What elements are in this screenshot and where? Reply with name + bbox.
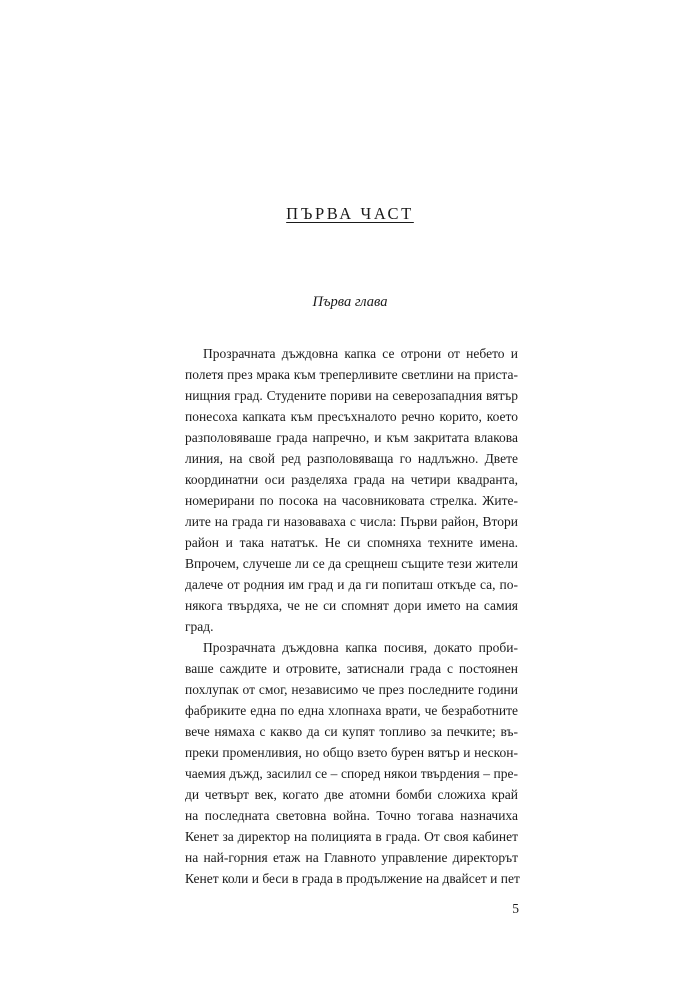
text-line: понесоха капката към пресъхналото речно корито, което <box>185 409 518 424</box>
text-line: похлупак от смог, независимо че през последните години <box>185 682 518 697</box>
text-line: линия, на свой ред разполовяваща го надлъжно. Двете <box>185 451 518 466</box>
text-line: някога твърдяха, че не си спомнят дори името на самия <box>185 598 518 613</box>
text-line: Прозрачната дъждовна капка посивя, докато проби- <box>203 640 518 655</box>
text-line: Прозрачната дъждовна капка се отрони от небето и <box>203 346 518 361</box>
page-number: 5 <box>512 901 519 916</box>
text-line: Кенет за директор на полицията в града. От своя кабинет <box>185 829 518 844</box>
part-title: ПЪРВА ЧАСТ <box>286 204 414 223</box>
text-line: разполовяваше града напречно, и към закритата влакова <box>185 430 518 445</box>
text-line: координатни оси разделяха града на четири квадранта, <box>185 472 518 487</box>
text-line: на последната световна война. Точно тогава назначиха <box>185 808 518 823</box>
text-line: Кенет коли и беси в града в продължение на двайсет и пет <box>185 871 520 886</box>
text-line: вече нямаха с какво да си купят топливо за печките; въ- <box>185 724 518 739</box>
text-line: полетя през мрака към треперливите светлини на приста- <box>185 367 518 382</box>
text-line: фабриките една по една хлопнаха врати, че безработните <box>185 703 518 718</box>
chapter-title: Първа глава <box>312 294 388 310</box>
text-line: район и така нататък. Не си спомняха техните имена. <box>185 535 518 550</box>
text-line: преки променливия, но общо взето бурен вятър и нескон- <box>185 745 518 760</box>
text-line: на най-горния етаж на Главното управление директорът <box>185 850 518 865</box>
text-line: ди четвърт век, когато две атомни бомби сложиха край <box>185 787 518 802</box>
text-line: лите на града ги назоваваха с числа: Първи район, Втори <box>185 514 518 529</box>
text-line: ваше саждите и отровите, затиснали града с постоянен <box>185 661 518 676</box>
text-line: град. <box>185 619 214 634</box>
text-line: нищния град. Студените пориви на северозападния вятър <box>185 388 518 403</box>
text-line: далече от родния им град и да ги попиташ откъде са, по- <box>185 577 518 592</box>
text-line: номерирани по посока на часовниковата стрелка. Жите- <box>185 493 518 508</box>
text-line: чаемия дъжд, засилил се – според някои твърдения – пре- <box>185 766 518 781</box>
text-line: Впрочем, случеше ли се да срещнеш същите тези жители <box>185 556 518 571</box>
